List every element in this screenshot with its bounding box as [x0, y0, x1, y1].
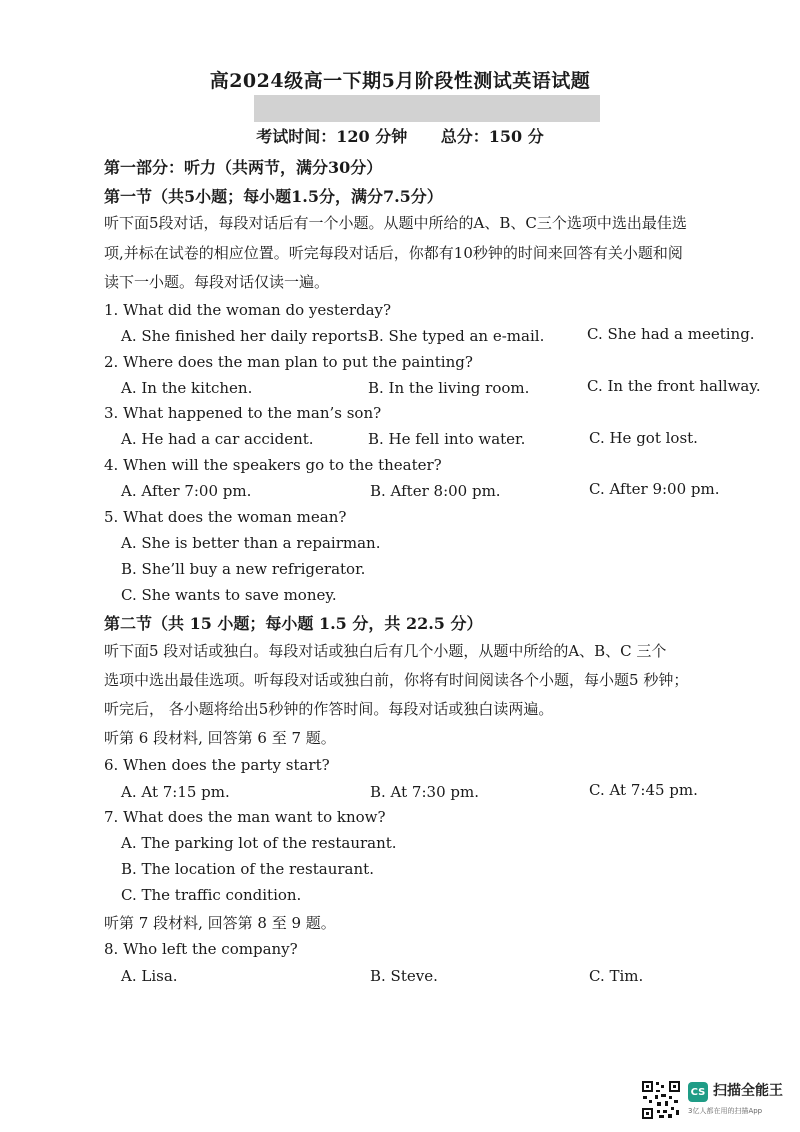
question-6: 6. When does the party start? — [104, 756, 330, 774]
exam-title: 高2024级高一下期5月阶段性测试英语试题 — [209, 70, 591, 92]
q1-option-a: A. She finished her daily reports. — [121, 327, 373, 345]
section2-instruction-line: 听完后， 各小题将给出5秒钟的作答时间。每段对话或独白读两遍。 — [104, 700, 554, 718]
qr-code-icon — [641, 1080, 681, 1120]
q3-option-a: A. He had a car accident. — [121, 430, 314, 448]
q8-option-b: B. Steve. — [370, 967, 438, 985]
q2-option-c: C. In the front hallway. — [587, 377, 761, 395]
camscanner-logo-icon: CS — [688, 1082, 708, 1102]
q4-option-b: B. After 8:00 pm. — [370, 482, 501, 500]
group-heading-6: 听第 6 段材料, 回答第 6 至 7 题。 — [104, 729, 336, 747]
section1-instruction-line: 听下面5段对话，每段对话后有一个小题。从题中所给的A、B、C三个选项中选出最佳选 — [104, 214, 687, 232]
section2-heading: 第二节（共 15 小题；每小题 1.5 分，共 22.5 分） — [104, 614, 483, 633]
part1-heading: 第一部分：听力（共两节，满分30分） — [104, 158, 383, 177]
question-1: 1. What did the woman do yesterday? — [104, 301, 392, 319]
q2-option-b: B. In the living room. — [368, 379, 530, 397]
section1-heading: 第一节（共5小题；每小题1.5分，满分7.5分） — [104, 187, 443, 206]
q1-option-c: C. She had a meeting. — [587, 325, 755, 343]
question-7: 7. What does the man want to know? — [104, 808, 386, 826]
question-8: 8. Who left the company? — [104, 940, 298, 958]
q3-option-c: C. He got lost. — [589, 429, 698, 447]
q7-option-a: A. The parking lot of the restaurant. — [121, 834, 397, 852]
exam-meta — [0, 124, 800, 147]
section1-instruction-line: 项,并标在试卷的相应位置。听完每段对话后，你都有10秒钟的时间来回答有关小题和阅 — [104, 244, 683, 262]
q7-option-c: C. The traffic condition. — [121, 886, 302, 904]
question-5: 5. What does the woman mean? — [104, 508, 347, 526]
q7-option-b: B. The location of the restaurant. — [121, 860, 374, 878]
q8-option-a: A. Lisa. — [121, 967, 178, 985]
q6-option-b: B. At 7:30 pm. — [370, 783, 479, 801]
q5-option-a: A. She is better than a repairman. — [121, 534, 381, 552]
q5-option-b: B. She’ll buy a new refrigerator. — [121, 560, 366, 578]
section2-instruction-line: 选项中选出最佳选项。听每段对话或独白前，你将有时间阅读各个小题，每小题5 秒钟； — [104, 671, 689, 689]
scanner-brand: 扫描全能王 — [713, 1083, 783, 1099]
section1-instruction-line: 读下一小题。每段对话仅读一遍。 — [104, 273, 330, 291]
q8-option-c: C. Tim. — [589, 967, 644, 985]
redacted-bar — [254, 95, 600, 122]
question-4: 4. When will the speakers go to the theater? — [104, 456, 442, 474]
q1-option-b: B. She typed an e-mail. — [368, 327, 545, 345]
q3-option-b: B. He fell into water. — [368, 430, 526, 448]
section2-instruction-line: 听下面5 段对话或独白。每段对话或独白后有几个小题，从题中所给的A、B、C 三个 — [104, 642, 667, 660]
q2-option-a: A. In the kitchen. — [121, 379, 253, 397]
q4-option-c: C. After 9:00 pm. — [589, 480, 720, 498]
q5-option-c: C. She wants to save money. — [121, 586, 337, 604]
question-2: 2. Where does the man plan to put the painting? — [104, 353, 473, 371]
group-heading-7: 听第 7 段材料, 回答第 8 至 9 题。 — [104, 914, 336, 932]
q6-option-c: C. At 7:45 pm. — [589, 781, 698, 799]
exam-time: 考试时间：120 分钟 — [256, 127, 408, 146]
q6-option-a: A. At 7:15 pm. — [121, 783, 230, 801]
q4-option-a: A. After 7:00 pm. — [121, 482, 252, 500]
exam-score: 总分：150 分 — [440, 127, 544, 146]
scanner-tagline: 3亿人都在用的扫描App — [688, 1107, 763, 1115]
question-3: 3. What happened to the man’s son? — [104, 404, 382, 422]
